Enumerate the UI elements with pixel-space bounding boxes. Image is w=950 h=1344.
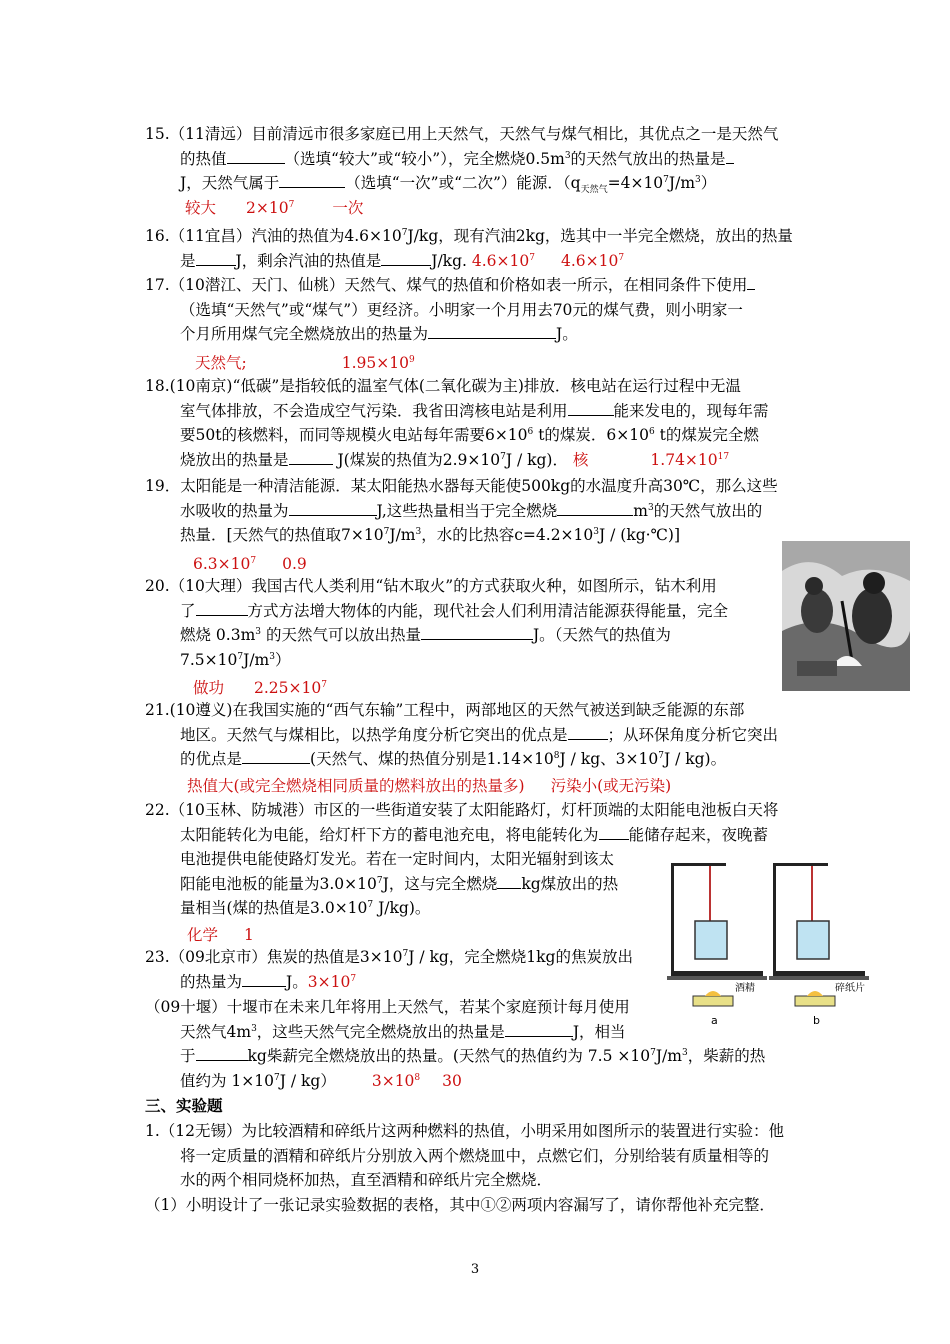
answer-24: $3\times 10^8$ 30 xyxy=(371,1071,462,1090)
answer-20: 做功 $2.25\times 10^7$ xyxy=(193,679,327,697)
question-17: 17.（10潜江、天门、仙桃）天然气、煤气的热值和价格如表一所示，在相同条件下使用 （选填“天然气”或“煤气”）更经济。小明家一个月用去70元的煤气费，则小明家一 个月所用煤气完全燃烧放出的热量为 J。 天然气; $1.95\times 10^9$ xyxy=(145,273,810,375)
drilling-wood-fire-illustration xyxy=(782,541,910,691)
question-20: 20.（10大理）我国古代人类利用“钻木取火”的方式获取火种，如图所示，钻木利用 了 方式方法增大物体的内能，现代社会人们利用清洁能源获得能量，完全 燃烧 $0.3m^3$ 的天然气可以放出热量 J。（天然气的热值为 $7.5\times 10^7J/m^3$） 做功 $2.25\times 10^7$ xyxy=(145,574,770,701)
question-23: 23.（09北京市）焦炭的热值是$3\times 10^7J$ / kg，完全燃烧1kg的焦炭放出 的热量为 J。$3\times 10^7$ xyxy=(145,948,633,991)
experiment-apparatus-figure xyxy=(665,851,875,1029)
question-15: 15.（11清远）目前清远市很多家庭已用上天然气，天然气与煤气相比，其优点之一是天然气 的热值 （选填“较大”或“较小”），完全燃烧$0.5m^3$的天然气放出的热量是 J，天然气属于 （选填“一次”或“二次”）能源．$(q_{天然气}=4\times 10^7J/m^3)$ 较大 $2\times 10^7$ 一次 xyxy=(145,122,810,220)
label-b: b xyxy=(813,1014,820,1027)
answer-15: 较大 $2\times 10^7$ 一次 xyxy=(185,198,364,217)
section-heading: 三、实验题 xyxy=(145,1096,223,1115)
label-a: a xyxy=(711,1014,718,1027)
question-22: 22.（10玉林、防城港）市区的一些街道安装了太阳能路灯，灯杆顶端的太阳能电池板白天将 太阳能转化为电能，给灯杆下方的蓄电池充电，将电能转化为 能储存起来，夜晚蓄 电池提供电能使路灯发光。若在一定时间内，太阳光辐射到该太 阳能电池板的能量为$3.0\times 10^7J$，这与完全燃烧 kg煤放出的热 量相当(煤的热值是$3.0\times 10^7$ J/kg)。 化学 1 xyxy=(145,798,810,947)
answer-18: 核 $1.74\times 10^{17}$ xyxy=(572,450,730,469)
answer-23: $3\times 10^7$ xyxy=(307,972,357,991)
page-number: 3 xyxy=(470,1262,480,1277)
answer-21: 热值大(或完全燃烧相同质量的燃料放出的热量多) 污染小(或无污染) xyxy=(187,776,672,795)
question-24: （09十堰）十堰市在未来几年将用上天然气，若某个家庭预计每月使用 天然气$4m^3$，这些天然气完全燃烧放出的热量是 J，相当 于 kg柴薪完全燃烧放出的热量。(天然气的热值约为 $7.5 \times 10^7J/m^3$，柴薪的热 值约为 $1\times 10^7J / kg$） $3\times 10^8$ 30 xyxy=(145,998,766,1090)
answer-16: $4.6\times 10^7$ $4.6\times 10^7$ xyxy=(471,251,625,270)
answer-22: 化学 1 xyxy=(187,925,254,944)
question-16: 16.（11宜昌）汽油的热值为$4.6\times 10^7J/kg$，现有汽油2kg，选其中一半完全燃烧，放出的热量 是 J，剩余汽油的热值是 J/kg. $4.6\times 10^7$ $4.6\times 10^7$ xyxy=(145,227,793,270)
answer-17: 天然气; $1.95\times 10^9$ xyxy=(195,353,415,372)
label-alcohol: 酒精 xyxy=(735,983,755,994)
experiment-question-1: 1.（12无锡）为比较酒精和碎纸片这两种燃料的热值，小明采用如图所示的装置进行实验：他 将一定质量的酒精和碎纸片分别放入两个燃烧皿中，点燃它们，分别给装有质量相等的 水的两个相同烧杯加热，直至酒精和碎纸片完全燃烧． （1）小明设计了一张记录实验数据的表格，其中①②两项内容漏写了，请你帮他补充完整． xyxy=(145,1122,785,1214)
label-paper: 碎纸片 xyxy=(835,983,865,994)
question-21: 21.(10遵义)在我国实施的“西气东输”工程中，两部地区的天然气被送到缺乏能源的东部 地区。天然气与煤相比，以热学角度分析它突出的优点是 ；从环保角度分析它突出 的优点是 (天然气、煤的热值分别是$1.14\times 10^8J$ / kg、$3\times 10^7J / kg$)。 热值大(或完全燃烧相同质量的燃料放出的热量多) 污染小(或无污染) xyxy=(145,698,810,798)
question-18: 18.(10南京)“低碳”是指较低的温室气体(二氧化碳为主)排放．核电站在运行过程中无温 室气体排放，不会造成空气污染．我省田湾核电站是利用 能来发电的，现每年需 要50t的核燃料，而同等规模火电站每年需要$6\times 10^6$ t的煤炭．$6\times 10^6$ t的煤炭完全燃 烧放出的热量是 J(煤炭的热值为$2.9\times 10^7J / kg$)． 核 $1.74\times 10^{17}$ xyxy=(145,377,769,469)
answer-19: $6.3\times 10^7$ 0.9 xyxy=(193,554,307,573)
question-19: 19．太阳能是一种清洁能源．某太阳能热水器每天能使500kg的水温度升高30℃，那么这些 水吸收的热量为 J,这些热量相当于完全燃烧 $m^3$的天然气放出的 热量．[天然气的热值取$7\times 10^7J/m^3$，水的比热容$c=4.2\times 10^3J$ / (kg·℃)] $6.3\times 10^7$ 0.9 xyxy=(145,474,810,576)
